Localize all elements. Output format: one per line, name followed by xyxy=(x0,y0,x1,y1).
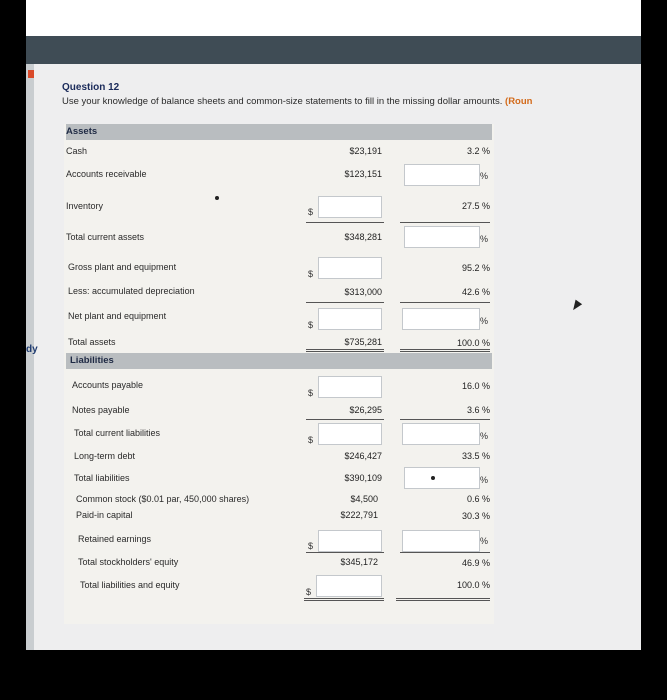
percent-sign-net-plant: % xyxy=(480,316,489,326)
top-bar xyxy=(26,36,641,64)
underline-notes-payable-percent xyxy=(400,419,490,420)
bullet-dot xyxy=(215,196,219,200)
percent-gross-plant: 95.2 % xyxy=(461,263,490,273)
amount-input-net-plant[interactable] xyxy=(318,308,382,330)
question-prompt-text: Use your knowledge of balance sheets and common-size statements to fill in the missing dollar amounts. xyxy=(62,96,503,107)
amount-total-liabilities: $390,109 xyxy=(344,473,382,483)
dollar-sign-total-liabilities-and-equity: $ xyxy=(306,587,312,597)
percent-sign-retained-earnings: % xyxy=(480,536,489,546)
mouse-pointer-icon xyxy=(570,300,582,313)
underline-depreciation-percent xyxy=(400,302,490,303)
amount-input-total-liabilities-and-equity[interactable] xyxy=(316,575,382,597)
amount-input-accounts-payable[interactable] xyxy=(318,376,382,398)
question-prompt xyxy=(62,96,532,107)
amount-notes-payable: $26,295 xyxy=(349,405,382,415)
row-label-accounts-receivable: Accounts receivable xyxy=(66,169,147,179)
percent-input-accounts-receivable[interactable] xyxy=(404,164,480,186)
assets-header: Assets xyxy=(66,126,98,137)
double-underline-total-le-percent xyxy=(396,598,490,601)
sidebar-label: dy xyxy=(26,344,38,355)
row-label-long-term-debt: Long-term debt xyxy=(74,451,136,461)
percent-paid-in-capital: 30.3 % xyxy=(461,511,490,521)
row-label-total-liabilities-and-equity: Total liabilities and equity xyxy=(80,580,180,590)
amount-input-gross-plant[interactable] xyxy=(318,257,382,279)
row-label-total-current-assets: Total current assets xyxy=(66,232,145,242)
row-label-paid-in-capital: Paid-in capital xyxy=(76,510,133,520)
dollar-sign-total-current-liabilities: $ xyxy=(308,435,314,445)
percent-input-total-liabilities[interactable] xyxy=(404,467,480,489)
double-underline-total-assets-percent xyxy=(400,349,490,352)
percent-notes-payable: 3.6 % xyxy=(466,405,490,415)
sidebar-marker xyxy=(28,70,34,78)
amount-paid-in-capital: $222,791 xyxy=(340,510,378,520)
left-sidebar xyxy=(26,64,34,650)
percent-input-retained-earnings[interactable] xyxy=(402,530,480,552)
percent-input-net-plant[interactable] xyxy=(402,308,480,330)
amount-cash: $23,191 xyxy=(349,146,382,156)
underline-inventory-percent xyxy=(400,222,490,223)
amount-accumulated-depreciation: $313,000 xyxy=(344,287,382,297)
dollar-sign-inventory: $ xyxy=(308,207,314,217)
amount-input-retained-earnings[interactable] xyxy=(318,530,382,552)
percent-long-term-debt: 33.5 % xyxy=(461,451,490,461)
dollar-sign-gross-plant: $ xyxy=(308,269,314,279)
row-label-accumulated-depreciation: Less: accumulated depreciation xyxy=(68,286,195,296)
percent-cash: 3.2 % xyxy=(466,146,490,156)
underline-notes-payable xyxy=(306,419,384,420)
amount-total-stockholders-equity: $345,172 xyxy=(340,557,378,567)
row-label-retained-earnings: Retained earnings xyxy=(78,534,152,544)
question-title: Question 12 xyxy=(62,82,120,93)
liabilities-header-bar xyxy=(66,353,492,369)
row-label-total-assets: Total assets xyxy=(68,337,116,347)
row-label-total-current-liabilities: Total current liabilities xyxy=(74,428,161,438)
row-label-net-plant: Net plant and equipment xyxy=(68,311,167,321)
liabilities-header: Liabilities xyxy=(70,355,114,366)
input-dot xyxy=(431,476,435,480)
dollar-sign-retained-earnings: $ xyxy=(308,541,314,551)
percent-total-liabilities-and-equity: 100.0 % xyxy=(456,580,490,590)
percent-sign-accounts-receivable: % xyxy=(480,171,489,181)
amount-total-current-assets: $348,281 xyxy=(344,232,382,242)
underline-retained-earnings-percent xyxy=(400,552,490,553)
screen xyxy=(26,36,641,650)
double-underline-total-le xyxy=(304,598,384,601)
row-label-notes-payable: Notes payable xyxy=(72,405,130,415)
percent-total-stockholders-equity: 46.9 % xyxy=(461,558,490,568)
row-label-total-stockholders-equity: Total stockholders' equity xyxy=(78,557,179,567)
row-label-gross-plant: Gross plant and equipment xyxy=(68,262,177,272)
percent-sign-total-liabilities: % xyxy=(480,475,489,485)
row-label-cash: Cash xyxy=(66,146,88,156)
percent-common-stock: 0.6 % xyxy=(466,494,490,504)
dollar-sign-accounts-payable: $ xyxy=(308,388,314,398)
row-label-common-stock: Common stock ($0.01 par, 450,000 shares) xyxy=(76,494,250,504)
row-label-accounts-payable: Accounts payable xyxy=(72,380,144,390)
percent-accounts-payable: 16.0 % xyxy=(461,381,490,391)
question-prompt-suffix: (Roun xyxy=(505,96,533,107)
amount-total-assets: $735,281 xyxy=(344,337,382,347)
assets-header-bar xyxy=(66,124,492,140)
underline-inventory xyxy=(306,222,384,223)
amount-accounts-receivable: $123,151 xyxy=(344,169,382,179)
row-label-total-liabilities: Total liabilities xyxy=(74,473,130,483)
amount-common-stock: $4,500 xyxy=(350,494,378,504)
top-margin xyxy=(26,0,641,36)
row-label-inventory: Inventory xyxy=(66,201,104,211)
double-underline-total-assets xyxy=(306,349,384,352)
percent-sign-total-current-assets: % xyxy=(480,234,489,244)
percent-sign-total-current-liabilities: % xyxy=(480,431,489,441)
dollar-sign-net-plant: $ xyxy=(308,320,314,330)
percent-input-total-current-liabilities[interactable] xyxy=(402,423,480,445)
percent-inventory: 27.5 % xyxy=(461,201,490,211)
amount-long-term-debt: $246,427 xyxy=(344,451,382,461)
percent-total-assets: 100.0 % xyxy=(456,338,490,348)
percent-accumulated-depreciation: 42.6 % xyxy=(461,287,490,297)
amount-input-inventory[interactable] xyxy=(318,196,382,218)
percent-input-total-current-assets[interactable] xyxy=(404,226,480,248)
underline-depreciation xyxy=(306,302,384,303)
amount-input-total-current-liabilities[interactable] xyxy=(318,423,382,445)
underline-retained-earnings xyxy=(306,552,384,553)
